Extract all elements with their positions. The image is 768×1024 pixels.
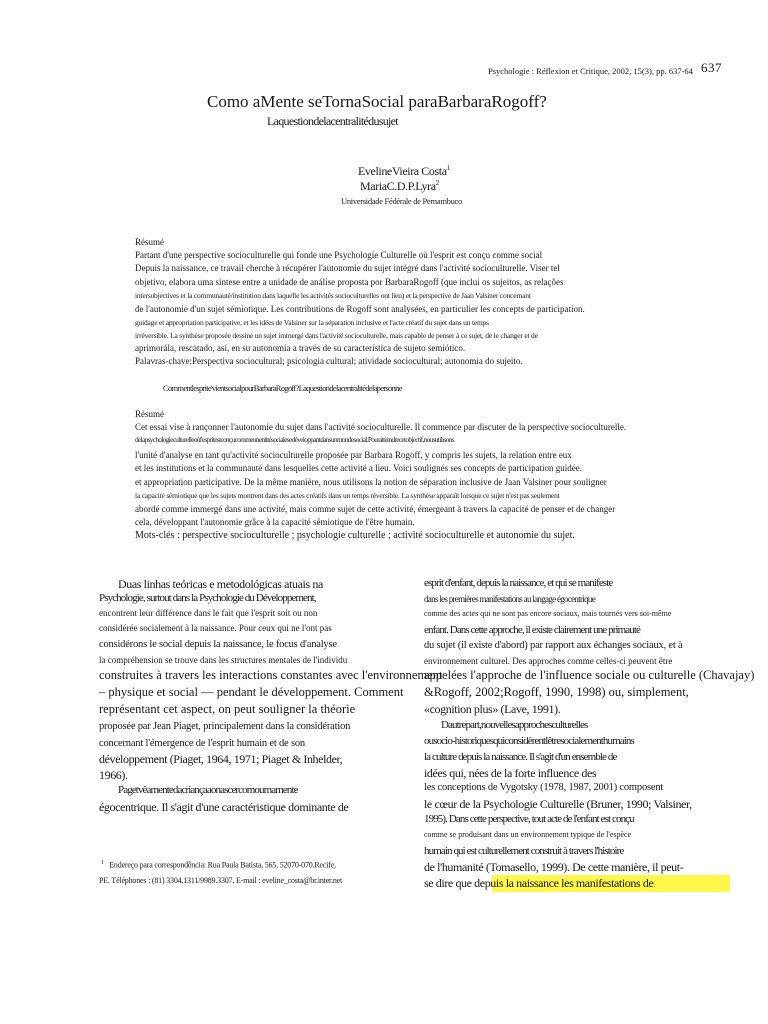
- body-line: les conceptions de Vygotsky (1978, 1987, 2001) composent: [424, 782, 664, 793]
- abstract-line: Depuis la naissance, ce travail cherche à récupérer l'autonomie du sujet intégré dans l'activité socioculturelle. Viser tel: [135, 263, 560, 273]
- body-line: comme des actes qui ne sont pas encore sociaux, mais tournés vers soi-même: [424, 609, 672, 618]
- body-line: comme se produisant dans un environnement typique de l'espèce: [424, 830, 632, 839]
- page-number: 637: [701, 60, 722, 75]
- body-line: de l'humanité (Tomasello, 1999). De cette manière, il peut-: [424, 860, 684, 874]
- body-line: construites à travers les interactions constantes avec l'environnement: [99, 668, 443, 682]
- abstract-line: objetivo, elabora uma síntese entre a unidade de análise proposta por BarbaraRogoff (que inclui os sujeitos, as relações: [135, 277, 564, 287]
- body-line: proposée par Jean Piaget, principalement dans la considération: [99, 721, 351, 732]
- body-line: «cognition plus» (Lave, 1991).: [424, 702, 561, 716]
- body-line: Duas linhas teóricas e metodológicas atuais na: [118, 577, 323, 591]
- abstract-line: abordé comme immergé dans une activité, mais comme sujet de cette activité, émergeant à travers la capacité de penser et de changer: [135, 504, 616, 514]
- abstract-line: de l'autonomie d'un sujet sémiotique. Les contributions de Rogoff sont analysées, en particulier les concepts de participation.: [135, 304, 585, 314]
- abstract-line: aprimorála, rescatado, así, en su autonomía a través de su característica de sujeto semiótico.: [135, 343, 466, 353]
- footnote-line-2: PE. Téléphones : (81) 3304.1311/9989.3307. E-mail : eveline_costa@br.inter.net: [99, 876, 343, 885]
- body-line: Psychologie, surtout dans la Psychologie du Développement,: [99, 592, 316, 604]
- body-line: idées qui, nées de la forte influence des: [424, 766, 597, 780]
- body-line: Pagetvêamentedacriançaaonascercomoumamente: [118, 784, 298, 796]
- body-line: du sujet (il existe d'abord) par rapport aux échanges sociaux, et à: [424, 640, 683, 651]
- abstract-line: guidage et appropriation participative, et les idées de Valsiner sur la séparation inclusive et l'acte créatif du sujet dans un temps: [135, 318, 489, 327]
- footnote-line-1: $^1$ Endereço para correspondência: Rua Paula Batista, 565, 52070-070.Recife,: [101, 860, 336, 870]
- body-line: considérée socialement à la naissance. Pour ceux qui ne l'ont pas: [99, 623, 332, 633]
- body-line: la culture depuis la naissance. Il s'agit d'un ensemble de: [424, 751, 617, 763]
- keywords-line-2: Mots-clés : perspective socioculturelle ; psychologie culturelle ; activité socioculturelle et autonomie du sujet.: [135, 530, 575, 541]
- article-subtitle: Laquestiondelacentralitédusujet: [267, 114, 398, 128]
- body-line: 1966).: [99, 768, 128, 782]
- body-line: encontrent leur différence dans le fait que l'esprit soit ou non: [99, 608, 318, 618]
- abstract-line: intersubjectives et la communauté/institution dans laquelle les activités socioculturelles ont lieu) et la perspective de Jaan Valsiner concernant: [135, 291, 531, 300]
- second-abstract-title: Commentlesprite'vientsocialpourBarbaraRogoff?Laquestiondelacentralitédelapersonne: [163, 383, 402, 393]
- body-line: environnement culturel. Des approches comme celles-ci peuvent être: [424, 656, 673, 666]
- body-line: égocentrique. Il s'agit d'une caractéristique dominante de: [99, 800, 349, 814]
- abstract-line: cela, développant l'autonomie grâce à la capacité sémiotique de l'être humain.: [135, 517, 415, 527]
- body-line: représentant cet aspect, on peut souligner la théorie: [99, 702, 356, 716]
- affiliation: Universidade Fédérale de Pernambuco: [341, 196, 462, 206]
- body-line: le cœur de la Psychologie Culturelle (Bruner, 1990; Valsiner,: [424, 797, 692, 811]
- body-line: considérons le social depuis la naissance, le focus d'analyse: [99, 639, 337, 650]
- keywords-line: Palavras-chave:Perspectiva sociocultural; psicologia cultural; atividade sociocultural; autonomia do sujeito.: [135, 356, 523, 366]
- article-title: Como aMente seTornaSocial paraBarbaraRogoff?: [207, 92, 547, 111]
- body-line: dans les premières manifestations au langage égocentrique: [424, 594, 596, 604]
- abstract-line: l'unité d'analyse en tant qu'activité socioculturelle proposée par Barbara Rogoff, y compris les sujets, la relation entre eux: [135, 450, 572, 460]
- abstract-heading-2: Résumé: [135, 409, 164, 419]
- journal-citation: Psychologie : Réflexion et Critique, 2002, 15(3), pp. 637-64: [488, 66, 693, 76]
- body-line: humain qui est culturellement construit à travers l'histoire: [424, 845, 624, 857]
- abstract-line: et appropriation participative. De la même manière, nous utilisons la notion de séparation inclusive de Jaan Valsiner pour souligner: [135, 477, 607, 487]
- body-line: enfant. Dans cette approche, il existe clairement une primauté: [424, 624, 641, 636]
- abstract-line: la capacité sémiotique que les sujets montrent dans des actes créatifs dans un temps réversible. La synthèse apparaît lorsque ce sujet n'est pas seulement: [135, 491, 560, 500]
- abstract-heading: Résumé: [135, 237, 164, 247]
- body-line: développement (Piaget, 1964, 1971; Piaget & Inhelder,: [99, 752, 343, 766]
- body-line: ousocio-historiquesquiconsidèrentlêtresocialementhumains: [424, 735, 634, 747]
- body-line: esprit d'enfant, depuis la naissance, et qui se manifeste: [424, 577, 613, 589]
- author-1: EvelineVieira Costa$^1$: [358, 164, 450, 178]
- body-line: Dautrepart,nouvellesapprochesculturelles: [441, 719, 588, 731]
- abstract-line: irréversible. La synthèse proposée dessine un sujet immergé dans l'activité socioculturelle, mais capable de penser à ce sujet, de le changer et de: [135, 331, 538, 340]
- body-line-highlighted: se dire que depuis la naissance les manifestations de: [424, 876, 654, 890]
- body-line: la compréhension se trouve dans les structures mentales de l'individu: [99, 655, 348, 665]
- abstract-line: Cet essai vise à rançonner l'autonomie du sujet dans l'activité socioculturelle. Il commence par discuter de la perspective socioculturelle.: [135, 422, 627, 432]
- abstract-line: delapsychologieculturelleoùl'espritestconçucommeunentitésocialesedéveloppantdansunmondesocial.Pouratteindrecetobjectif,nousutilisons: [135, 436, 454, 444]
- author-2: MariaC.D.P.Lyra$^2$: [360, 179, 439, 193]
- body-line: appelées l'approche de l'influence sociale ou culturelle (Chavajay): [424, 668, 755, 682]
- body-line: – physique et social — pendant le développement. Comment: [99, 685, 404, 699]
- abstract-line: et les institutions et la communauté dans lesquelles cette activité a lieu. Voici soulignés ses concepts de participation guidée.: [135, 463, 583, 473]
- body-line: 1995). Dans cette perspective, tout acte de l'enfant est conçu: [424, 813, 634, 825]
- body-line: &Rogoff, 2002;Rogoff, 1990, 1998) ou, simplement,: [424, 685, 689, 699]
- body-line: concernant l'émergence de l'esprit humain et de son: [99, 738, 305, 749]
- abstract-line: Partant d'une perspective socioculturelle qui fonde une Psychologie Culturelle où l'esprit est conçu comme social: [135, 250, 543, 260]
